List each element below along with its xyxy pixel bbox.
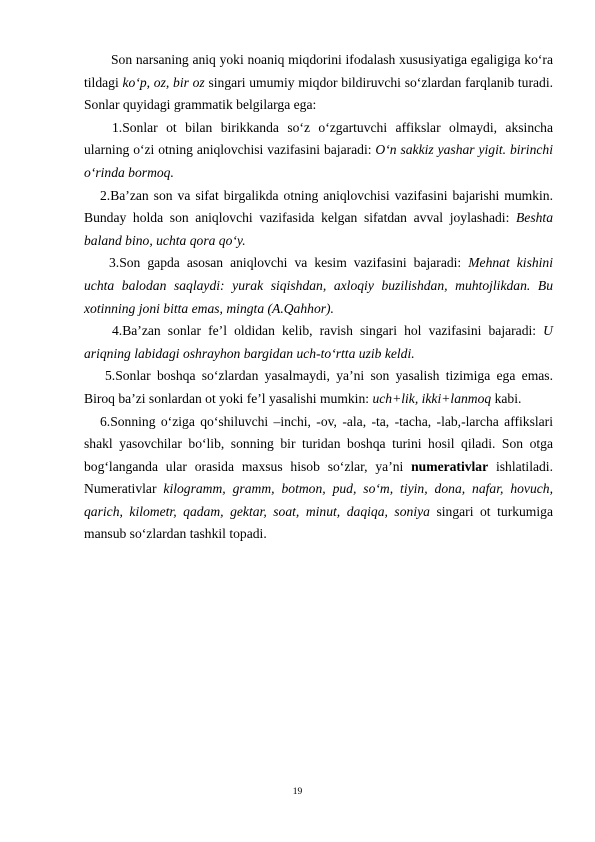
text-run: singari ot turkumiga mansub so‘zlardan tashkil topadi. [84, 503, 553, 542]
text-run: ishlatiladi. Numerativlar [84, 458, 553, 497]
text-run: 5.Sonlar boshqa so‘zlardan yasalmaydi, ya’ni son yasalish tizimiga ega emas. Biroq ba’zi sonlardan ot yoki fe’l yasalishi mumkin: [84, 368, 553, 406]
paragraph-intro [84, 49, 553, 117]
italic-run: ko‘p, oz, bir oz [122, 74, 205, 90]
text-run: kabi. [491, 390, 522, 406]
body-text [84, 49, 553, 546]
paragraph-feature-1 [84, 117, 553, 185]
text-run: 1.Sonlar ot bilan birikkanda so‘z o‘zgartuvchi affikslar olmaydi, aksincha ularning o‘zi otning aniqlovchisi vazifasini bajaradi: [84, 119, 553, 158]
example-italic: U ariqning labidagi oshrayhon bargidan uch-to‘rtta uzib keldi. [84, 323, 553, 361]
paragraph-feature-5 [84, 365, 553, 410]
text-run: 6.Sonning o‘ziga qo‘shiluvchi –inchi, -ov, -ala, -ta, -tacha, -lab,-larcha affikslari shakl yasovchilar bo‘lib, sonning bir turidan boshqa turini hosil qiladi. Son otga bog‘langanda ular orasida maxsus hisob so‘zlar, ya’ni [84, 413, 553, 474]
paragraph-feature-2 [84, 185, 553, 253]
paragraph-feature-4 [84, 320, 553, 365]
example-italic: O‘n sakkiz yashar yigit. birinchi o‘rinda bormoq. [84, 142, 553, 180]
paragraph-feature-3 [84, 252, 553, 320]
text-run: 2.Ba’zan son va sifat birgalikda otning aniqlovchisi vazifasini bajarishi mumkin. Bunday holda son aniqlovchi vazifasida kelgan sifatdan avval joylashadi: [84, 187, 553, 226]
example-italic: uch+lik, ikki+lanmoq [372, 390, 492, 406]
example-italic: kilogramm, gramm, botmon, pud, so‘m, tiyin, dona, nafar, hovuch, qarich, kilometr, qadam, gektar, soat, minut, daqiqa, soniya [84, 481, 553, 519]
term-bold: numerativlar [411, 458, 489, 474]
text-run: 4.Ba’zan sonlar fe’l oldidan kelib, ravish singari hol vazifasini bajaradi: [112, 323, 544, 339]
text-run: singari umumiy miqdor bildiruvchi so‘zlardan farqlanib turadi. Sonlar quyidagi grammatik belgilarga ega: [84, 74, 553, 113]
text-run: Son narsaning aniq yoki noaniq miqdorini ifodalash xususiyatiga egaligiga ko‘ra tildagi [84, 52, 553, 90]
example-italic: Beshta baland bino, uchta qora qo‘y. [84, 210, 553, 248]
paragraph-feature-6 [84, 411, 553, 547]
page-number: 19 [292, 787, 303, 797]
text-run: 3.Son gapda asosan aniqlovchi va kesim vazifasini bajaradi: [109, 255, 469, 271]
example-italic: Mehnat kishini uchta balodan saqlaydi: yurak siqishdan, axloqiy buzilishdan, muhtojlikdan. Bu xotinning joni bitta emas, mingta (A.Qahhor). [84, 255, 554, 316]
